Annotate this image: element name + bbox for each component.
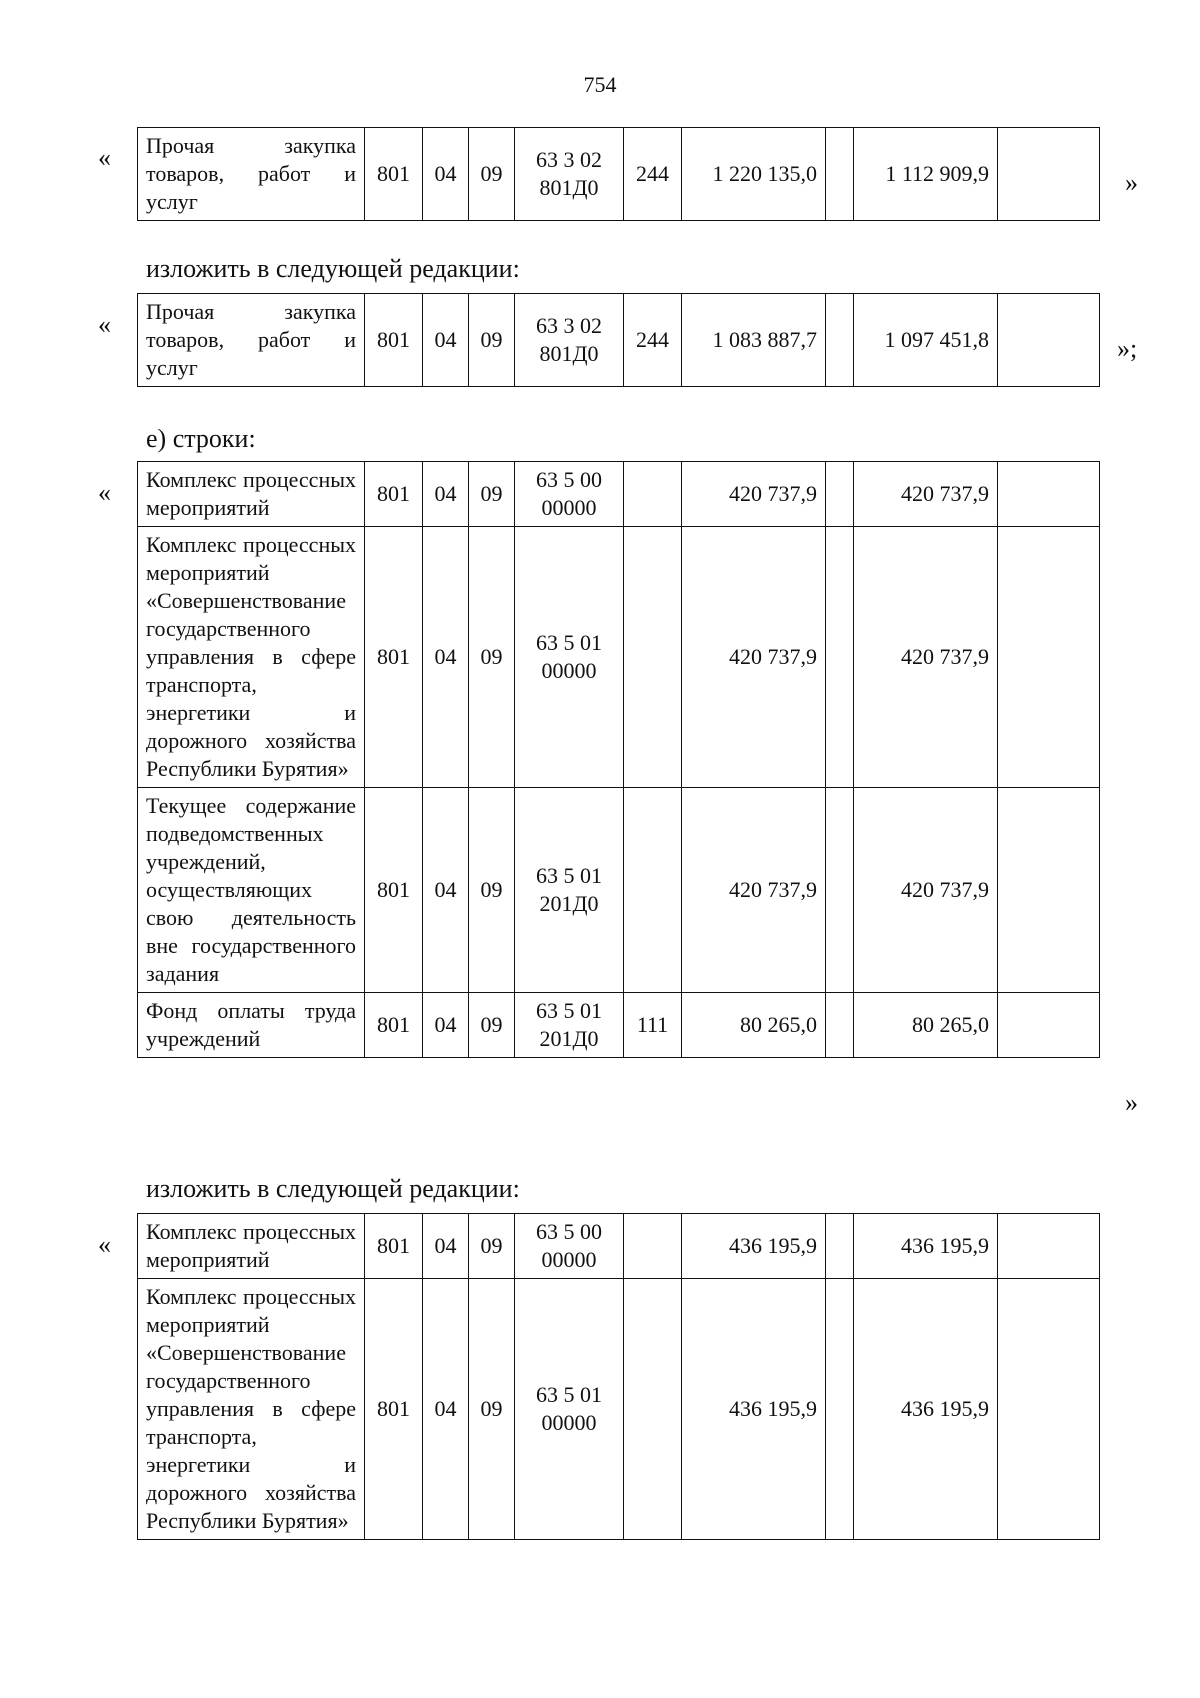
expense-type-cell [624, 1214, 682, 1279]
expense-type-cell [624, 788, 682, 993]
target-article-line: 801Д0 [539, 341, 599, 366]
target-article-cell [515, 993, 624, 1058]
close-quote: » [1125, 168, 1138, 197]
open-quote: « [98, 478, 111, 507]
subsection-code-cell: 09 [469, 128, 515, 221]
page-number: 754 [583, 72, 617, 97]
grbs-code-cell: 801 [365, 993, 423, 1058]
budget-table-new-2 [137, 1213, 1100, 1540]
amount-year2-cell: 436 195,9 [854, 1279, 998, 1540]
amount-year1-cell: 80 265,0 [682, 993, 826, 1058]
subsection-code-cell: 09 [469, 527, 515, 788]
grbs-code-cell: 801 [365, 1279, 423, 1540]
row-name-cell: Комплекс процессных мероприятий «Совершенствование государственного управления в сфере транспорта, энергетики и дорожного хозяйства Республики Бурятия» [138, 1279, 365, 1540]
empty-cell [998, 294, 1100, 387]
expense-type-cell: 111 [624, 993, 682, 1058]
subsection-code-cell: 09 [469, 1279, 515, 1540]
grbs-code-cell: 801 [365, 1214, 423, 1279]
table-row [138, 1214, 1100, 1279]
table-row [138, 788, 1100, 993]
empty-cell [998, 993, 1100, 1058]
target-article-cell [515, 1279, 624, 1540]
section-code-cell: 04 [423, 1279, 469, 1540]
target-article-line: 00000 [541, 495, 597, 520]
target-article-line: 63 5 01 [536, 1382, 602, 1407]
open-quote: « [98, 310, 111, 339]
section-code-cell: 04 [423, 788, 469, 993]
target-article-line: 63 5 01 [536, 863, 602, 888]
row-name-cell: Фонд оплаты труда учреждений [138, 993, 365, 1058]
grbs-code-cell: 801 [365, 294, 423, 387]
expense-type-cell: 244 [624, 128, 682, 221]
table-row [138, 128, 1100, 221]
amount-year2-cell: 420 737,9 [854, 462, 998, 527]
target-article-line: 63 5 00 [536, 1219, 602, 1244]
row-name-cell: Прочая закупка товаров, работ и услуг [138, 294, 365, 387]
empty-cell [826, 993, 854, 1058]
expense-type-cell: 244 [624, 294, 682, 387]
target-article-line: 63 5 01 [536, 998, 602, 1023]
target-article-line: 63 3 02 [536, 313, 602, 338]
amount-year2-cell: 436 195,9 [854, 1214, 998, 1279]
expense-type-cell [624, 462, 682, 527]
empty-cell [826, 788, 854, 993]
amount-year2-cell: 1 097 451,8 [854, 294, 998, 387]
close-quote: » [1125, 1088, 1138, 1117]
amount-year1-cell: 1 083 887,7 [682, 294, 826, 387]
section-code-cell: 04 [423, 527, 469, 788]
empty-cell [826, 527, 854, 788]
empty-cell [826, 462, 854, 527]
target-article-cell [515, 527, 624, 788]
empty-cell [998, 1214, 1100, 1279]
target-article-cell [515, 1214, 624, 1279]
empty-cell [826, 1279, 854, 1540]
target-article-cell [515, 128, 624, 221]
grbs-code-cell: 801 [365, 788, 423, 993]
row-name-cell: Прочая закупка товаров, работ и услуг [138, 128, 365, 221]
table-row [138, 1279, 1100, 1540]
section-code-cell: 04 [423, 462, 469, 527]
subsection-code-cell: 09 [469, 294, 515, 387]
target-article-line: 801Д0 [539, 175, 599, 200]
subsection-code-cell: 09 [469, 788, 515, 993]
row-name-cell: Текущее содержание подведомственных учреждений, осуществляющих свою деятельность вне государственного задания [138, 788, 365, 993]
empty-cell [998, 527, 1100, 788]
subsection-code-cell: 09 [469, 1214, 515, 1279]
target-article-line: 201Д0 [539, 1026, 599, 1051]
amount-year2-cell: 420 737,9 [854, 527, 998, 788]
section-code-cell: 04 [423, 128, 469, 221]
amount-year2-cell: 1 112 909,9 [854, 128, 998, 221]
subsection-code-cell: 09 [469, 462, 515, 527]
empty-cell [826, 1214, 854, 1279]
section-code-cell: 04 [423, 294, 469, 387]
row-name-cell: Комплекс процессных мероприятий «Совершенствование государственного управления в сфере транспорта, энергетики и дорожного хозяйства Республики Бурятия» [138, 527, 365, 788]
amount-year2-cell: 80 265,0 [854, 993, 998, 1058]
section-heading-e-rows: е) строки: [146, 424, 256, 453]
budget-table-original-1 [137, 127, 1100, 221]
target-article-cell [515, 788, 624, 993]
amount-year1-cell: 1 220 135,0 [682, 128, 826, 221]
expense-type-cell [624, 1279, 682, 1540]
amount-year1-cell: 420 737,9 [682, 788, 826, 993]
amount-year1-cell: 436 195,9 [682, 1279, 826, 1540]
budget-table-new-1 [137, 293, 1100, 387]
section-code-cell: 04 [423, 993, 469, 1058]
section-code-cell: 04 [423, 1214, 469, 1279]
amount-year2-cell: 420 737,9 [854, 788, 998, 993]
budget-table-original-2 [137, 461, 1100, 1058]
section-heading-new-edition: изложить в следующей редакции: [146, 254, 520, 283]
target-article-cell [515, 462, 624, 527]
row-name-cell: Комплекс процессных мероприятий [138, 462, 365, 527]
close-quote-semicolon: »; [1117, 334, 1138, 363]
empty-cell [998, 788, 1100, 993]
amount-year1-cell: 420 737,9 [682, 527, 826, 788]
empty-cell [998, 462, 1100, 527]
grbs-code-cell: 801 [365, 462, 423, 527]
amount-year1-cell: 436 195,9 [682, 1214, 826, 1279]
table-row [138, 294, 1100, 387]
empty-cell [998, 1279, 1100, 1540]
table-row [138, 527, 1100, 788]
subsection-code-cell: 09 [469, 993, 515, 1058]
amount-year1-cell: 420 737,9 [682, 462, 826, 527]
grbs-code-cell: 801 [365, 128, 423, 221]
open-quote: « [98, 143, 111, 172]
empty-cell [998, 128, 1100, 221]
target-article-line: 63 3 02 [536, 147, 602, 172]
empty-cell [826, 128, 854, 221]
target-article-line: 00000 [541, 1247, 597, 1272]
row-name-cell: Комплекс процессных мероприятий [138, 1214, 365, 1279]
empty-cell [826, 294, 854, 387]
target-article-line: 00000 [541, 658, 597, 683]
expense-type-cell [624, 527, 682, 788]
section-heading-new-edition: изложить в следующей редакции: [146, 1174, 520, 1203]
target-article-line: 00000 [541, 1410, 597, 1435]
table-row [138, 462, 1100, 527]
target-article-line: 63 5 01 [536, 630, 602, 655]
target-article-line: 63 5 00 [536, 467, 602, 492]
grbs-code-cell: 801 [365, 527, 423, 788]
target-article-cell [515, 294, 624, 387]
table-row [138, 993, 1100, 1058]
open-quote: « [98, 1230, 111, 1259]
target-article-line: 201Д0 [539, 891, 599, 916]
